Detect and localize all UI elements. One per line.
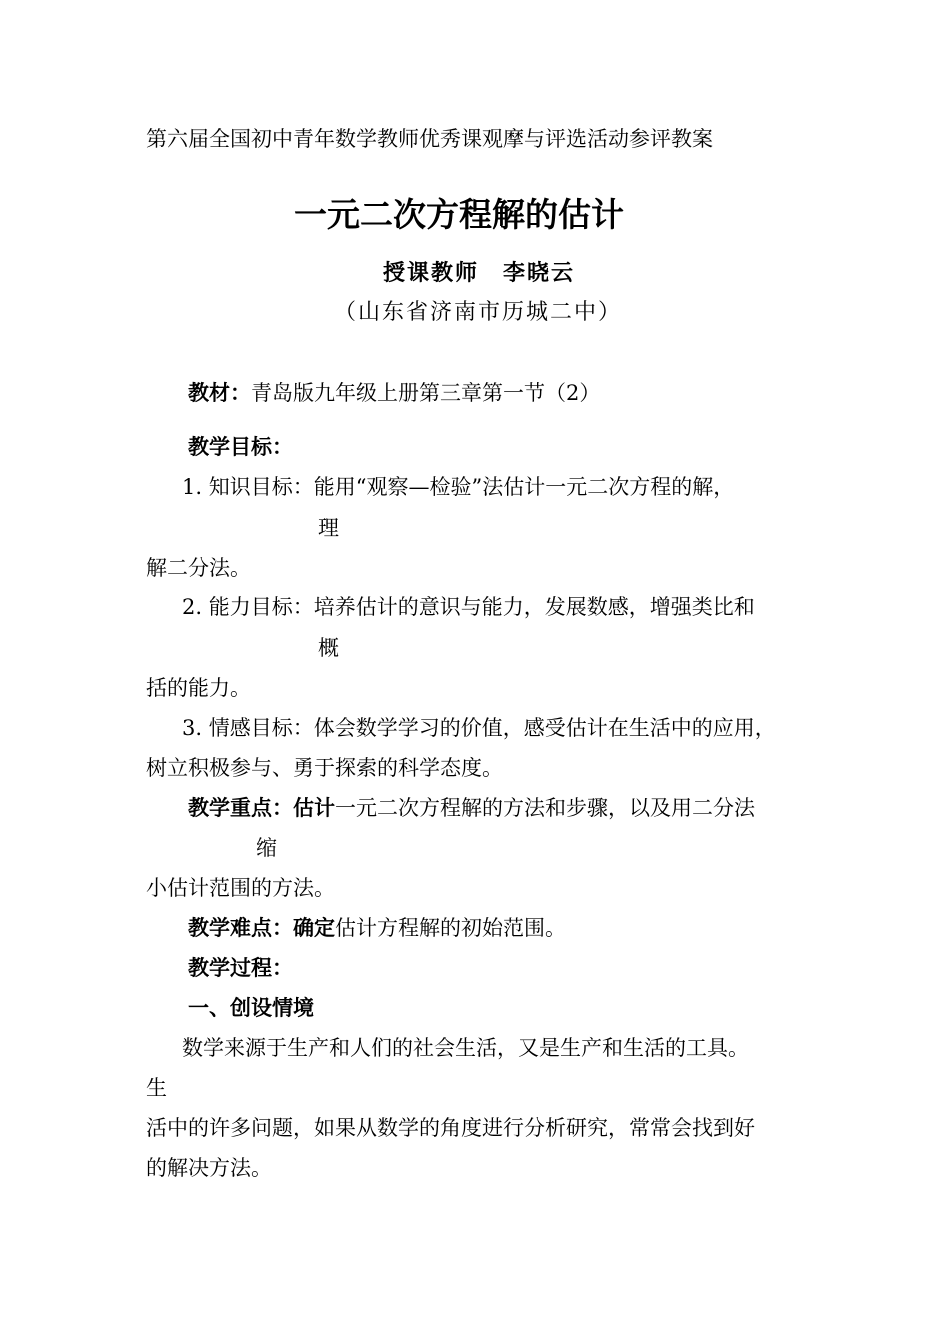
difficulty-bold: 确定: [293, 916, 335, 940]
ability-objective-wrap: 概: [318, 636, 339, 660]
emotion-objective-text: 体会数学学习的价值，感受估计在生活中的应用，: [313, 716, 776, 740]
emotion-objective-line2: 树立积极参与、勇于探索的科学态度。: [146, 756, 503, 780]
difficulty-label: 教学难点：: [188, 916, 293, 940]
school-name: （山东省济南市历城二中）: [334, 300, 623, 325]
paragraph-wrap: 生: [146, 1076, 167, 1100]
knowledge-objective-text: 能用“观察—检验”法估计一元二次方程的解，: [313, 475, 735, 499]
key-point-wrap: 缩: [256, 836, 277, 860]
textbook-label: 教材：: [188, 381, 251, 405]
emotion-objective-line1: [182, 713, 776, 743]
ability-objective-prefix: 2. 能力目标：: [182, 595, 314, 619]
key-point-line1: [188, 793, 755, 823]
ability-objective-text: 培养估计的意识与能力，发展数感，增强类比和: [313, 595, 755, 619]
difficulty-line: [188, 913, 566, 943]
process-label: 教学过程：: [188, 956, 293, 980]
key-point-line2: 小估计范围的方法。: [146, 876, 335, 900]
ability-objective-line1: [182, 592, 755, 622]
knowledge-objective-wrap: 理: [318, 516, 339, 540]
paragraph-line1: 数学来源于生产和人们的社会生活，又是生产和生活的工具。: [182, 1036, 749, 1060]
section-heading: 一、创设情境: [188, 996, 314, 1020]
paragraph-line2: 活中的许多问题，如果从数学的角度进行分析研究，常常会找到好: [146, 1116, 755, 1140]
ability-objective-line2: 括的能力。: [146, 676, 251, 700]
knowledge-objective-line1: [182, 472, 734, 502]
document-header: 第六届全国初中青年数学教师优秀课观摩与评选活动参评教案: [146, 127, 713, 151]
knowledge-objective-prefix: 1. 知识目标：: [182, 475, 314, 499]
key-point-bold: 估计: [293, 796, 335, 820]
document-title: 一元二次方程解的估计: [294, 195, 624, 234]
key-point-text: 一元二次方程解的方法和步骤，以及用二分法: [335, 796, 755, 820]
objectives-label: 教学目标：: [188, 435, 293, 459]
textbook-value: 青岛版九年级上册第三章第一节（2）: [251, 381, 601, 405]
difficulty-text: 估计方程解的初始范围。: [335, 916, 566, 940]
knowledge-objective-line2: 解二分法。: [146, 556, 251, 580]
teacher-name: 授课教师 李晓云: [383, 261, 576, 286]
emotion-objective-prefix: 3. 情感目标：: [182, 716, 314, 740]
textbook-line: [188, 378, 600, 408]
paragraph-line3: 的解决方法。: [146, 1156, 272, 1180]
key-point-label: 教学重点：: [188, 796, 293, 820]
